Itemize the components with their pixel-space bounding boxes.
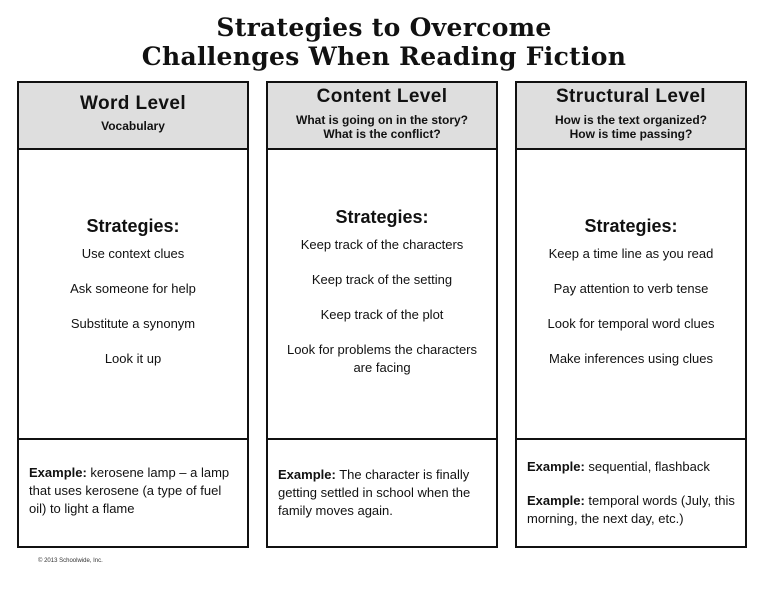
column-structural-level xyxy=(515,81,747,548)
page-title xyxy=(0,13,768,71)
strategy-item: Use context clues xyxy=(81,246,185,261)
column-heading: Word Level xyxy=(79,93,187,114)
example-text xyxy=(278,466,486,520)
example-text xyxy=(527,458,735,476)
strategies-title: Strategies: xyxy=(584,216,678,236)
example-section xyxy=(517,438,745,546)
strategy-item: Keep track of the setting xyxy=(311,272,453,287)
column-content-level xyxy=(266,81,498,548)
strategy-item: Ask someone for help xyxy=(70,281,196,296)
column-subheading: Vocabulary xyxy=(101,119,165,133)
example-body: The character is finally getting settled in school when the family moves again. xyxy=(278,467,471,518)
column-header xyxy=(19,83,247,150)
example-label: Example: xyxy=(278,467,336,482)
example-section xyxy=(268,438,496,546)
strategy-item: Pay attention to verb tense xyxy=(553,281,709,296)
strategies-title: Strategies: xyxy=(335,207,429,227)
strategy-item: Look for temporal word clues xyxy=(547,316,715,331)
copyright-notice: © 2013 Schoolwide, Inc. xyxy=(38,558,103,564)
title-line-2: Challenges When Reading Fiction xyxy=(141,42,627,71)
column-heading: Content Level xyxy=(316,86,448,107)
column-subheading-2: How is time passing? xyxy=(569,127,693,141)
strategy-item: Keep a time line as you read xyxy=(548,246,714,261)
column-header xyxy=(268,83,496,150)
column-heading: Structural Level xyxy=(555,86,706,107)
column-subheading-1: How is the text organized? xyxy=(554,113,707,127)
column-subheading-1: What is going on in the story? xyxy=(296,113,468,127)
example-label: Example: xyxy=(527,493,585,508)
column-header xyxy=(517,83,745,150)
strategy-item: Keep track of the plot xyxy=(320,307,444,322)
example-body: sequential, flashback xyxy=(584,459,710,474)
example-text xyxy=(29,464,237,518)
strategy-item: Look it up xyxy=(104,351,162,366)
strategy-item: Make inferences using clues xyxy=(548,351,714,366)
example-section xyxy=(19,438,247,546)
strategies-section xyxy=(19,150,247,368)
strategy-item: Keep track of the characters xyxy=(300,237,464,252)
strategy-item: Substitute a synonym xyxy=(70,316,196,331)
example-label: Example: xyxy=(29,465,87,480)
example-label: Example: xyxy=(527,459,585,474)
strategies-section xyxy=(268,150,496,377)
strategy-item: Look for problems the characters are facing xyxy=(286,342,478,375)
column-subheading-2: What is the conflict? xyxy=(323,127,441,141)
example-body: temporal words (July, this morning, the next day, etc.) xyxy=(527,493,735,526)
strategies-title: Strategies: xyxy=(86,216,180,236)
example-text xyxy=(527,492,735,528)
strategies-section xyxy=(517,150,745,368)
example-body: kerosene lamp – a lamp that uses kerosene (a type of fuel oil) to light a flame xyxy=(29,465,230,516)
column-word-level xyxy=(17,81,249,548)
title-line-1: Strategies to Overcome xyxy=(216,13,552,42)
